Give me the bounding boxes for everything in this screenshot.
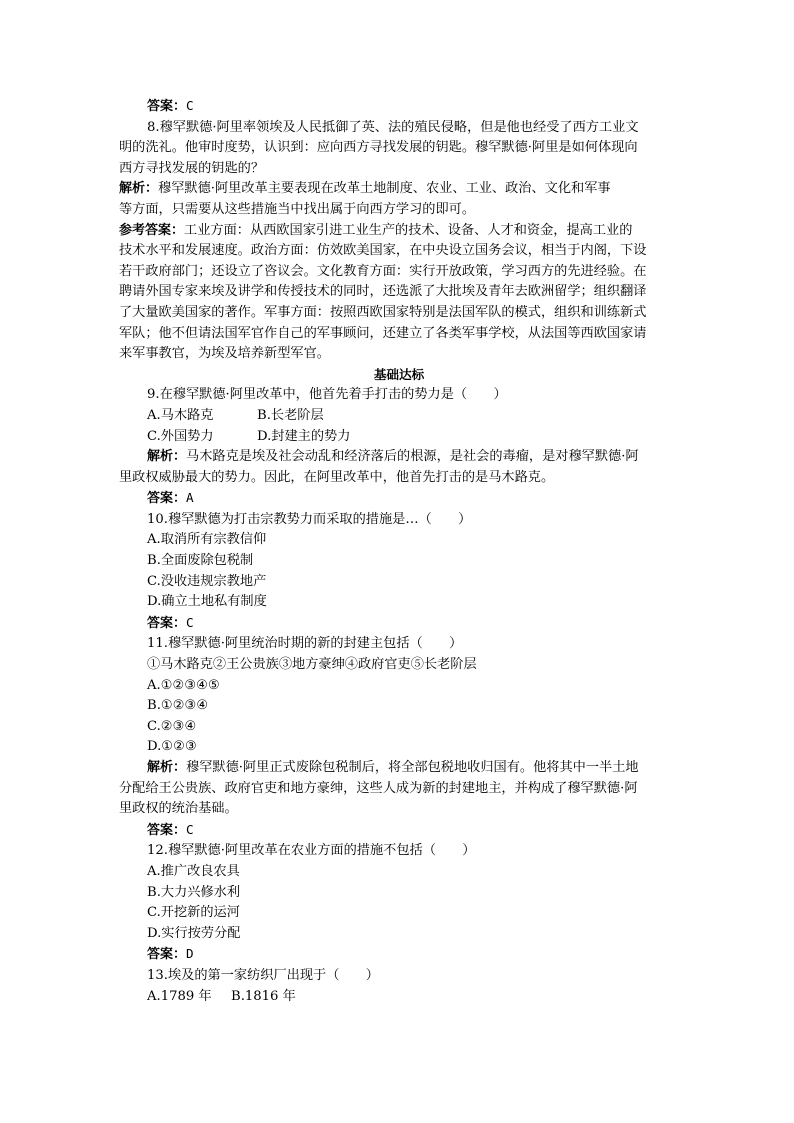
option-c: C.外国势力 — [147, 428, 214, 444]
answer-line-q11: 答案：C — [147, 821, 194, 838]
reference-answer-q8-line3: 若干政府部门；还设立了咨议会。文化教育方面：实行开放政策，学习西方的先进经验。在 — [119, 263, 647, 279]
reference-answer-q8-line7: 来军事教官，为埃及培养新型军官。 — [119, 346, 330, 362]
reference-answer-q8-line5: 了大量欧美国家的著作。军事方面：按照西欧国家特别是法国军队的模式，组织和训练新式 — [119, 304, 647, 320]
option-b: B.长老阶层 — [257, 407, 324, 423]
answer-line-q7: 答案：C — [147, 98, 194, 114]
option-a: A.①②③④⑤ — [147, 677, 220, 693]
analysis-q9-line1: 解析：马木路克是埃及社会动乱和经济落后的根源，是社会的毒瘤，是对穆罕默德·阿 — [147, 449, 639, 465]
document-page — [119, 96, 679, 1007]
question-8-line3: 西方寻找发展的钥匙的？ — [119, 160, 265, 176]
answer-line-q10: 答案：C — [147, 614, 194, 631]
option-a: A.马木路克 — [147, 407, 214, 423]
option-d: D.①②③ — [147, 739, 197, 755]
analysis-q11-line1: 解析：穆罕默德·阿里正式废除包税制后，将全部包税地收归国有。他将其中一半土地 — [147, 760, 639, 775]
question-8-line2: 明的洗礼。他审时度势，认识到：应向西方寻找发展的钥匙。穆罕默德·阿里是如何体现向 — [119, 140, 638, 156]
analysis-q11-line3: 里政权的统治基础。 — [119, 801, 238, 817]
option-d: D.实行按劳分配 — [147, 925, 241, 941]
option-d: D.确立土地私有制度 — [147, 594, 267, 610]
option-a: A.推广改良农具 — [147, 863, 240, 879]
option-b: B.1816 年 — [231, 988, 296, 1004]
answer-line-q9: 答案：A — [147, 490, 194, 507]
reference-answer-q8-line2: 技术水平和发展速度。政治方面：仿效欧美国家，在中央设立国务会议，相当于内阁，下设 — [119, 243, 647, 259]
question-9-options-row1 — [119, 406, 679, 427]
question-12-stem: 12.穆罕默德·阿里改革在农业方面的措施不包括（ ） — [147, 843, 476, 859]
option-a: A.1789 年 — [147, 988, 212, 1004]
analysis-q11-line2: 分配给王公贵族、政府官吏和地方豪绅，这些人成为新的封建地主，并构成了穆罕默德·阿 — [119, 780, 638, 796]
option-a: A.取消所有宗教信仰 — [147, 532, 267, 548]
analysis-q9-line2: 里政权威胁最大的势力。因此，在阿里改革中，他首先打击的是马木路克。 — [119, 469, 555, 485]
question-9-options-row2 — [119, 427, 679, 448]
question-8-line1: 8.穆罕默德·阿里率领埃及人民抵御了英、法的殖民侵略，但是他也经受了西方工业文 — [147, 119, 639, 135]
option-d: D.封建主的势力 — [257, 428, 351, 444]
option-b: B.全面废除包税制 — [147, 553, 254, 569]
question-10-stem: 10.穆罕默德为打击宗教势力而采取的措施是…（ ） — [147, 511, 472, 527]
question-11-items: ①马木路克②王公贵族③地方豪绅④政府官吏⑤长老阶层 — [147, 657, 477, 673]
reference-answer-q8-line1: 参考答案：工业方面：从西欧国家引进工业生产的技术、设备、人才和资金，提高工业的 — [119, 222, 633, 238]
analysis-q8-line2: 等方面，只需要从这些措施当中找出属于向西方学习的即可。 — [119, 201, 476, 217]
section-title: 基础达标 — [373, 366, 425, 382]
reference-answer-q8-line4: 聘请外国专家来埃及讲学和传授技术的同时，还选派了大批埃及青年去欧洲留学；组织翻译 — [119, 284, 647, 300]
answer-line-q12: 答案：D — [147, 946, 194, 963]
question-11-stem: 11.穆罕默德·阿里统治时期的新的封建主包括（ ） — [147, 636, 463, 652]
question-13-stem: 13.埃及的第一家纺织厂出现于（ ） — [147, 967, 379, 983]
reference-answer-q8-line6: 军队；他不但请法国军官作自己的军事顾问，还建立了各类军事学校，从法国等西欧国家请 — [119, 325, 647, 341]
option-b: B.大力兴修水利 — [147, 884, 241, 900]
question-13-options-row1 — [119, 987, 679, 1008]
question-9-stem: 9.在穆罕默德·阿里改革中，他首先着手打击的势力是（ ） — [147, 387, 507, 403]
option-b: B.①②③④ — [147, 698, 209, 714]
option-c: C.开挖新的运河 — [147, 905, 240, 921]
analysis-q8-line1: 解析：穆罕默德·阿里改革主要表现在改革土地制度、农业、工业、政治、文化和军事 — [119, 181, 611, 197]
option-c: C.没收违规宗教地产 — [147, 573, 267, 589]
option-c: C.②③④ — [147, 718, 197, 734]
